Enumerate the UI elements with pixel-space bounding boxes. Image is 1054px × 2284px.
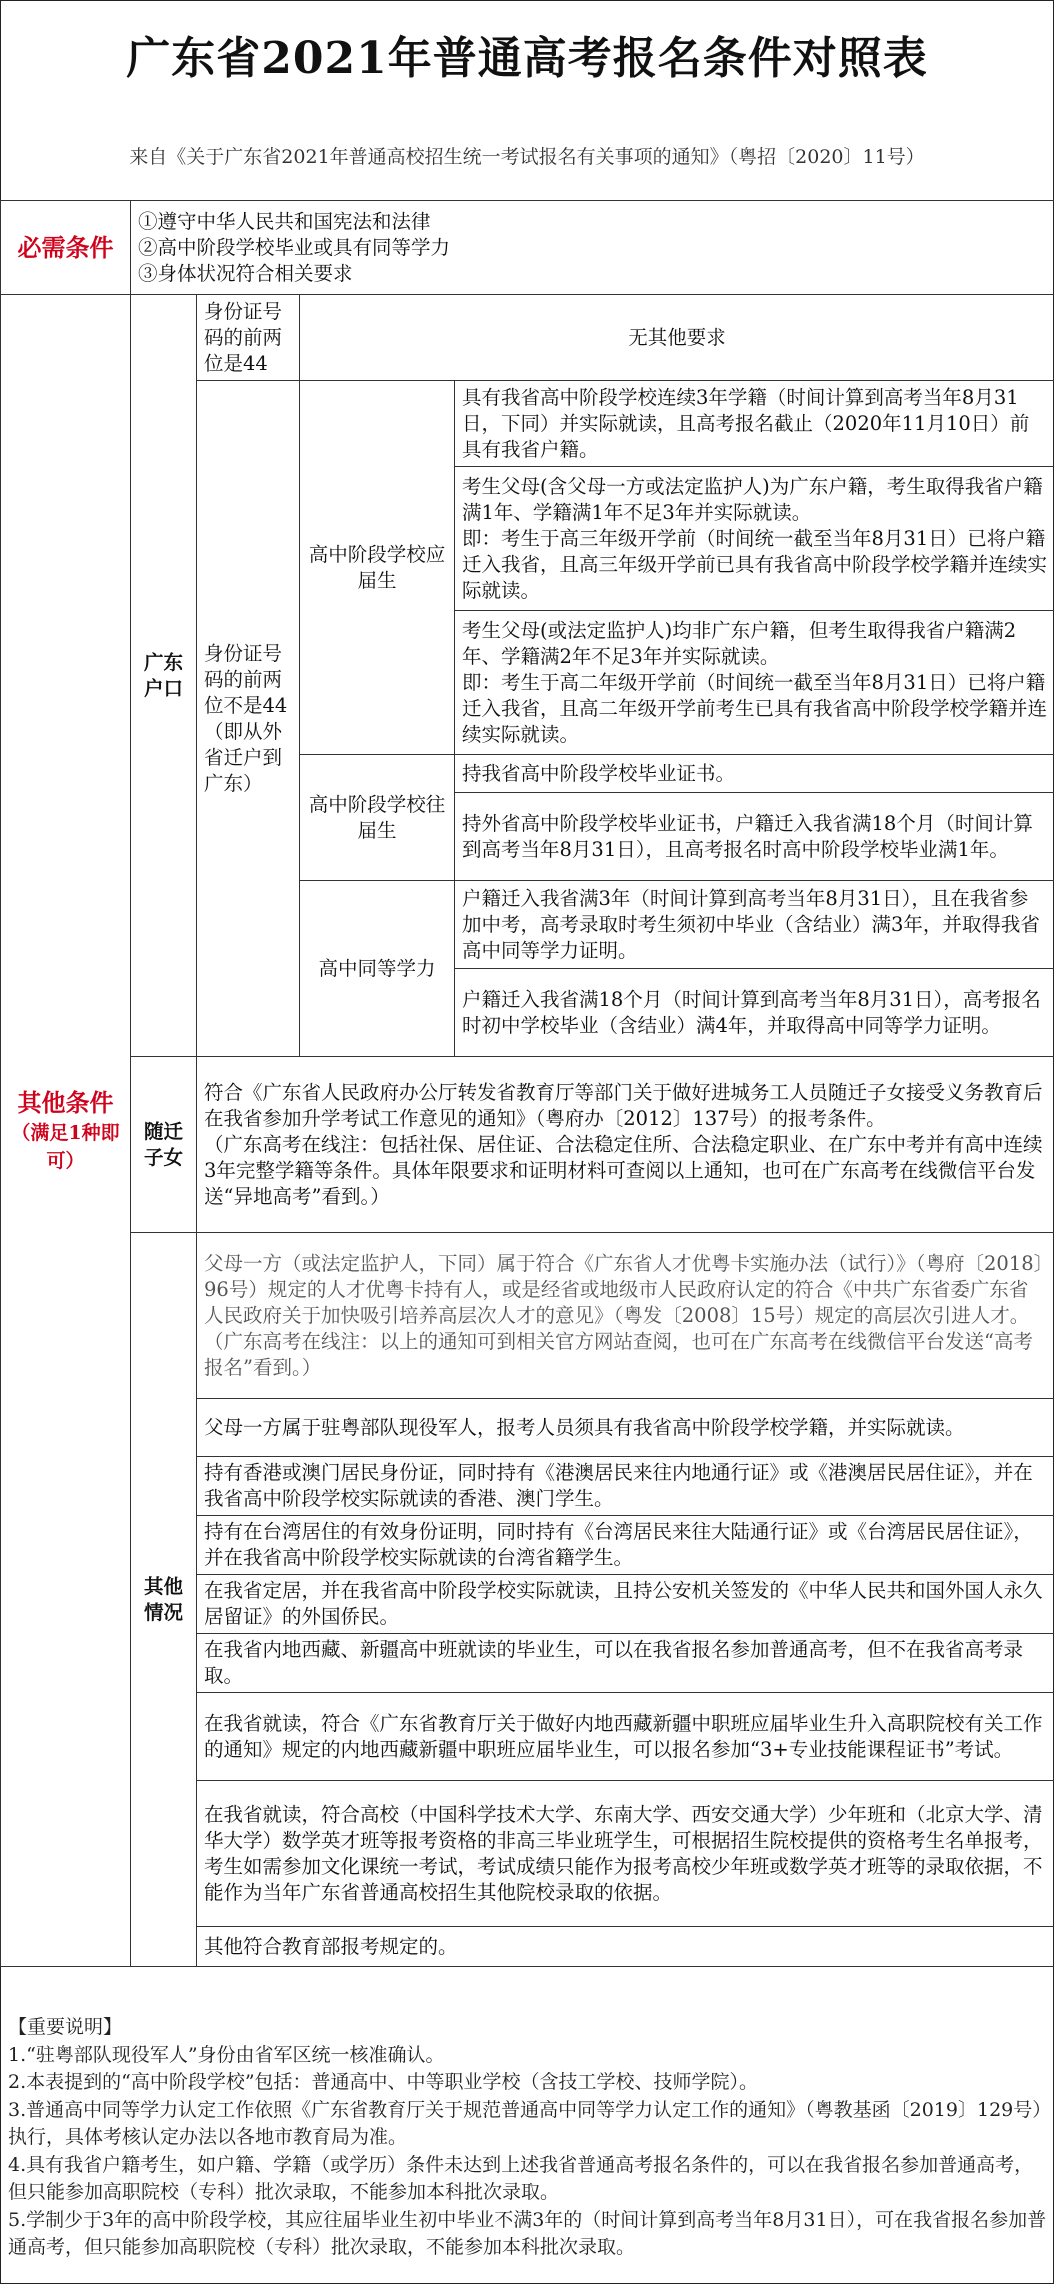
note-item: 4.具有我省户籍考生，如户籍、学籍（或学历）条件未达到上述我省普通高考报名条件的，可以在我省报名参加普通高考，但只能参加高职院校（专科）批次录取，不能参加本科批次录取。	[8, 2153, 1034, 2203]
note-item: 1.“驻粤部队现役军人”身份由省军区统一核准确认。	[8, 2043, 445, 2066]
condition-cell: 户籍迁入我省满3年（时间计算到高考当年8月31日），且在我省参加中考，高考录取时考生须初中毕业（含结业）满3年，并取得我省高中同等学力证明。	[455, 881, 1054, 969]
condition-cell: 在我省定居，并在我省高中阶段学校实际就读，且持公安机关签发的《中华人民共和国外国人永久居留证》的外国侨民。	[197, 1575, 1054, 1634]
migrant-children-cell	[197, 1057, 1054, 1233]
id-44-label: 身份证号码的前两位是44	[197, 295, 300, 381]
notes-heading: 【重要说明】	[8, 2016, 123, 2038]
id-not-44-label: 身份证号码的前两位不是44（即从外省迁户到广东）	[197, 381, 300, 1057]
note-item: 5.学制少于3年的高中阶段学校，其应往届毕业生初中毕业不满3年的（时间计算到高考当年8月31日），可在我省报名参加普通高考，但只能参加高职院校（专科）批次录取，不能参加本科批次录取。	[8, 2208, 1047, 2258]
note-item: 2.本表提到的“高中阶段学校”包括：普通高中、中等职业学校（含技工学校、技师学院）。	[8, 2071, 759, 2093]
migrant-note: （广东高考在线注：包括社保、居住证、合法稳定住所、合法稳定职业、在广东中考并有高中连续3年完整学籍等条件。具体年限要求和证明材料可查阅以上通知，也可在广东高考在线微信平台发送“异地高考”看到。）	[204, 1132, 1043, 1208]
conditions-table	[0, 200, 1054, 1967]
condition-cell: 户籍迁入我省满18个月（时间计算到高考当年8月31日），高考报名时初中学校毕业（含结业）满4年，并取得高中同等学力证明。	[455, 969, 1054, 1057]
condition-cell: 持我省高中阶段学校毕业证书。	[455, 755, 1054, 793]
required-item: ①遵守中华人民共和国宪法和法律	[138, 209, 431, 233]
migrant-children-label: 随迁子女	[131, 1057, 197, 1233]
current-graduates-label: 高中阶段学校应届生	[300, 381, 455, 755]
equivalent-label: 高中同等学力	[300, 881, 455, 1057]
required-items	[131, 201, 1054, 295]
condition-cell: 持外省高中阶段学校毕业证书，户籍迁入我省满18个月（时间计算到高考当年8月31日），且高考报名时高中阶段学校毕业满1年。	[455, 793, 1054, 881]
required-item: ③身体状况符合相关要求	[138, 261, 353, 285]
condition-cell: 父母一方属于驻粤部队现役军人，报考人员须具有我省高中阶段学校学籍，并实际就读。	[197, 1399, 1054, 1457]
migrant-text: 符合《广东省人民政府办公厅转发省教育厅等部门关于做好进城务工人员随迁子女接受义务教育后在我省参加升学考试工作意见的通知》（粤府办〔2012〕137号）的报考条件。	[204, 1080, 1043, 1130]
note-item: 3.普通高中同等学力认定工作依照《广东省教育厅关于规范普通高中同等学力认定工作的通知》（粤教基函〔2019〕129号）执行，具体考核认定办法以各地市教育局为准。	[8, 2098, 1042, 2148]
condition-cell: 考生父母(或法定监护人)均非广东户籍，但考生取得我省户籍满2年、学籍满2年不足3年并实际就读。 即：考生于高二年级开学前（时间统一截至当年8月31日）已将户籍迁入我省，且高二年级开学前考生已具有我省高中阶段学校学籍并连续实际就读。	[455, 611, 1054, 755]
source-line: 来自《关于广东省2021年普通高校招生统一考试报名有关事项的通知》（粤招〔2020〕11号）	[129, 146, 925, 168]
condition-cell: 父母一方（或法定监护人，下同）属于符合《广东省人才优粤卡实施办法（试行）》（粤府〔2018〕96号）规定的人才优粤卡持有人，或是经省或地级市人民政府认定的符合《中共广东省委广东省人民政府关于加快吸引培养高层次人才的意见》（粤发〔2008〕15号）规定的高层次引进人才。 （广东高考在线注：以上的通知可到相关官方网站查阅，也可在广东高考在线微信平台发送“高考报名”看到。）	[197, 1233, 1054, 1399]
page-title: 广东省2021年普通高考报名条件对照表	[126, 33, 928, 84]
required-row	[1, 201, 1054, 295]
other-conditions-label: 其他条件 （满足1种即可）	[1, 295, 131, 1967]
condition-cell: 持有香港或澳门居民身份证，同时持有《港澳居民来往内地通行证》或《港澳居民居住证》，并在我省高中阶段学校实际就读的香港、澳门学生。	[197, 1457, 1054, 1516]
other-situations-label: 其他情况	[131, 1233, 197, 1967]
condition-cell: 考生父母(含父母一方或法定监护人)为广东户籍，考生取得我省户籍满1年、学籍满1年不足3年并实际就读。 即：考生于高三年级开学前（时间统一截至当年8月31日）已将户籍迁入我省，且高三年级开学前已具有我省高中阶段学校学籍并连续实际就读。	[455, 467, 1054, 611]
required-label: 必需条件	[1, 201, 131, 295]
condition-cell: 具有我省高中阶段学校连续3年学籍（时间计算到高考当年8月31日，下同）并实际就读，且高考报名截止（2020年11月10日）前具有我省户籍。	[455, 381, 1054, 467]
condition-cell: 持有在台湾居住的有效身份证明，同时持有《台湾居民来往大陆通行证》或《台湾居民居住证》，并在我省高中阶段学校实际就读的台湾省籍学生。	[197, 1516, 1054, 1575]
important-notes	[0, 2014, 1054, 2262]
condition-cell: 在我省就读，符合高校（中国科学技术大学、东南大学、西安交通大学）少年班和（北京大学、清华大学）数学英才班等报考资格的非高三毕业班学生，可根据招生院校提供的资格考生名单报考，考生如需参加文化课统一考试，考试成绩只能作为报考高校少年班或数学英才班等的录取依据，不能作为当年广东省普通高校招生其他院校录取的依据。	[197, 1781, 1054, 1927]
condition-cell: 在我省就读，符合《广东省教育厅关于做好内地西藏新疆中职班应届毕业生升入高职院校有关工作的通知》规定的内地西藏新疆中职班应届毕业生，可以报名参加“3+专业技能课程证书”考试。	[197, 1693, 1054, 1781]
required-item: ②高中阶段学校毕业或具有同等学力	[138, 235, 451, 259]
guangdong-hukou-label: 广东户口	[131, 295, 197, 1057]
condition-cell: 在我省内地西藏、新疆高中班就读的毕业生，可以在我省报名参加普通高考，但不在我省高考录取。	[197, 1634, 1054, 1693]
previous-graduates-label: 高中阶段学校往届生	[300, 755, 455, 881]
id-44-requirement: 无其他要求	[300, 295, 1054, 381]
condition-cell: 其他符合教育部报考规定的。	[197, 1927, 1054, 1967]
